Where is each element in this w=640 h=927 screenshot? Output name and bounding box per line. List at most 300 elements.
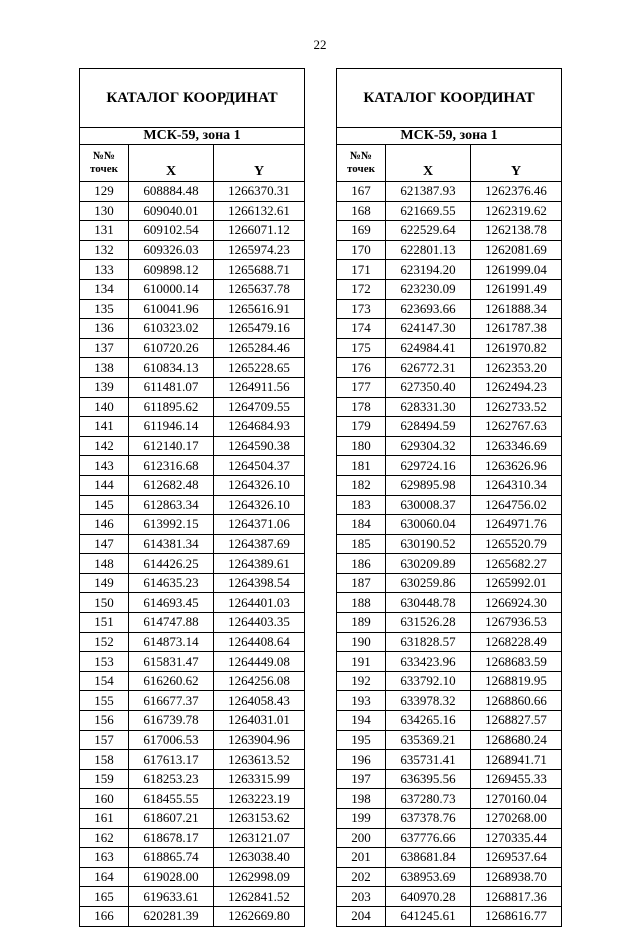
table-row	[80, 887, 305, 907]
table-row	[337, 867, 562, 887]
table-row	[337, 750, 562, 770]
catalog-zone: МСК-59, зона 1	[337, 128, 562, 145]
y-coordinate-cell: 1264590.38	[214, 436, 305, 456]
point-number-cell: 148	[80, 554, 129, 574]
table-row	[80, 397, 305, 417]
table-row	[337, 887, 562, 907]
x-coordinate-cell: 621387.93	[386, 182, 471, 202]
x-coordinate-cell: 609102.54	[129, 221, 214, 241]
table-row	[80, 299, 305, 319]
table-row	[80, 828, 305, 848]
x-coordinate-cell: 622801.13	[386, 240, 471, 260]
x-coordinate-cell: 612316.68	[129, 456, 214, 476]
y-coordinate-cell: 1265637.78	[214, 279, 305, 299]
coordinate-catalog-table-right	[336, 68, 562, 927]
y-coordinate-cell: 1268860.66	[471, 691, 562, 711]
table-row	[337, 358, 562, 378]
table-row	[80, 338, 305, 358]
catalog-zone: МСК-59, зона 1	[80, 128, 305, 145]
x-coordinate-cell: 618678.17	[129, 828, 214, 848]
table-row	[80, 358, 305, 378]
y-coordinate-cell: 1264058.43	[214, 691, 305, 711]
x-coordinate-cell: 637280.73	[386, 789, 471, 809]
y-coordinate-cell: 1264256.08	[214, 671, 305, 691]
y-coordinate-cell: 1264709.55	[214, 397, 305, 417]
point-number-cell: 153	[80, 652, 129, 672]
y-coordinate-cell: 1268827.57	[471, 711, 562, 731]
table-row	[80, 417, 305, 437]
y-coordinate-cell: 1264031.01	[214, 711, 305, 731]
y-coordinate-cell: 1264504.37	[214, 456, 305, 476]
table-row	[337, 730, 562, 750]
table-row	[337, 632, 562, 652]
y-coordinate-cell: 1262494.23	[471, 377, 562, 397]
point-number-cell: 156	[80, 711, 129, 731]
point-number-cell: 175	[337, 338, 386, 358]
x-coordinate-cell: 619633.61	[129, 887, 214, 907]
y-coordinate-cell: 1264398.54	[214, 573, 305, 593]
x-coordinate-cell: 618607.21	[129, 809, 214, 829]
y-coordinate-cell: 1261999.04	[471, 260, 562, 280]
y-coordinate-cell: 1270268.00	[471, 809, 562, 829]
point-number-cell: 182	[337, 475, 386, 495]
table-row	[80, 730, 305, 750]
point-number-cell: 172	[337, 279, 386, 299]
x-coordinate-cell: 618865.74	[129, 848, 214, 868]
x-coordinate-cell: 636395.56	[386, 769, 471, 789]
point-number-cell: 141	[80, 417, 129, 437]
y-coordinate-cell: 1264403.35	[214, 613, 305, 633]
x-coordinate-cell: 614426.25	[129, 554, 214, 574]
table-row	[80, 436, 305, 456]
y-coordinate-cell: 1262319.62	[471, 201, 562, 221]
point-number-cell: 171	[337, 260, 386, 280]
y-coordinate-cell: 1261970.82	[471, 338, 562, 358]
point-number-cell: 134	[80, 279, 129, 299]
point-number-cell: 200	[337, 828, 386, 848]
y-coordinate-cell: 1261991.49	[471, 279, 562, 299]
table-row	[80, 201, 305, 221]
table-row	[337, 554, 562, 574]
table-row	[80, 613, 305, 633]
x-coordinate-cell: 619028.00	[129, 867, 214, 887]
y-coordinate-cell: 1264971.76	[471, 515, 562, 535]
coordinate-catalog-table-left	[79, 68, 305, 927]
y-coordinate-cell: 1262767.63	[471, 417, 562, 437]
point-number-cell: 157	[80, 730, 129, 750]
table-row	[80, 652, 305, 672]
table-row	[337, 652, 562, 672]
x-coordinate-cell: 635369.21	[386, 730, 471, 750]
y-coordinate-cell: 1268819.95	[471, 671, 562, 691]
x-coordinate-cell: 614381.34	[129, 534, 214, 554]
point-number-cell: 168	[337, 201, 386, 221]
x-coordinate-cell: 633423.96	[386, 652, 471, 672]
catalog-title: КАТАЛОГ КООРДИНАТ	[337, 69, 562, 128]
point-number-cell: 176	[337, 358, 386, 378]
y-coordinate-cell: 1263315.99	[214, 769, 305, 789]
x-coordinate-cell: 623194.20	[386, 260, 471, 280]
table-row	[80, 475, 305, 495]
y-coordinate-cell: 1265682.27	[471, 554, 562, 574]
point-number-cell: 162	[80, 828, 129, 848]
point-number-cell: 194	[337, 711, 386, 731]
x-coordinate-cell: 617006.53	[129, 730, 214, 750]
point-number-cell: 154	[80, 671, 129, 691]
point-number-cell: 169	[337, 221, 386, 241]
point-number-cell: 174	[337, 319, 386, 339]
point-number-cell: 191	[337, 652, 386, 672]
table-row	[337, 201, 562, 221]
point-number-cell: 187	[337, 573, 386, 593]
point-number-cell: 135	[80, 299, 129, 319]
table-row	[80, 319, 305, 339]
y-coordinate-cell: 1264389.61	[214, 554, 305, 574]
y-coordinate-cell: 1270160.04	[471, 789, 562, 809]
x-coordinate-cell: 624147.30	[386, 319, 471, 339]
x-coordinate-cell: 612140.17	[129, 436, 214, 456]
y-coordinate-cell: 1261888.34	[471, 299, 562, 319]
x-coordinate-cell: 641245.61	[386, 906, 471, 926]
table-row	[80, 279, 305, 299]
table-row	[337, 534, 562, 554]
point-number-cell: 192	[337, 671, 386, 691]
y-coordinate-cell: 1263223.19	[214, 789, 305, 809]
table-row	[80, 221, 305, 241]
x-coordinate-cell: 630060.04	[386, 515, 471, 535]
point-number-cell: 161	[80, 809, 129, 829]
point-number-cell: 184	[337, 515, 386, 535]
x-coordinate-cell: 630190.52	[386, 534, 471, 554]
table-row	[337, 279, 562, 299]
point-number-cell: 150	[80, 593, 129, 613]
table-row	[80, 867, 305, 887]
point-number-cell: 158	[80, 750, 129, 770]
table-row	[80, 769, 305, 789]
x-coordinate-cell: 610834.13	[129, 358, 214, 378]
y-coordinate-cell: 1263346.69	[471, 436, 562, 456]
x-coordinate-cell: 608884.48	[129, 182, 214, 202]
table-row	[80, 906, 305, 926]
point-number-cell: 149	[80, 573, 129, 593]
y-coordinate-cell: 1264371.06	[214, 515, 305, 535]
y-coordinate-cell: 1263626.96	[471, 456, 562, 476]
y-coordinate-cell: 1268228.49	[471, 632, 562, 652]
table-row	[337, 848, 562, 868]
point-number-cell: 188	[337, 593, 386, 613]
point-number-cell: 146	[80, 515, 129, 535]
point-number-cell: 197	[337, 769, 386, 789]
column-header-point-number: №№ точек	[80, 145, 129, 182]
x-coordinate-cell: 621669.55	[386, 201, 471, 221]
table-row	[337, 711, 562, 731]
point-number-cell: 167	[337, 182, 386, 202]
x-coordinate-cell: 614693.45	[129, 593, 214, 613]
x-coordinate-cell: 611481.07	[129, 377, 214, 397]
x-coordinate-cell: 610323.02	[129, 319, 214, 339]
point-number-cell: 173	[337, 299, 386, 319]
y-coordinate-cell: 1269455.33	[471, 769, 562, 789]
y-coordinate-cell: 1266132.61	[214, 201, 305, 221]
point-number-cell: 185	[337, 534, 386, 554]
y-coordinate-cell: 1265992.01	[471, 573, 562, 593]
point-number-cell: 196	[337, 750, 386, 770]
table-row	[80, 691, 305, 711]
table-row	[80, 456, 305, 476]
x-coordinate-cell: 638953.69	[386, 867, 471, 887]
table-row	[337, 221, 562, 241]
point-number-cell: 138	[80, 358, 129, 378]
table-row	[337, 182, 562, 202]
x-coordinate-cell: 638681.84	[386, 848, 471, 868]
table-row	[337, 475, 562, 495]
point-number-cell: 193	[337, 691, 386, 711]
y-coordinate-cell: 1263153.62	[214, 809, 305, 829]
table-row	[80, 711, 305, 731]
y-coordinate-cell: 1262353.20	[471, 358, 562, 378]
y-coordinate-cell: 1265520.79	[471, 534, 562, 554]
point-number-cell: 177	[337, 377, 386, 397]
point-number-cell: 166	[80, 906, 129, 926]
y-coordinate-cell: 1265284.46	[214, 338, 305, 358]
x-coordinate-cell: 631828.57	[386, 632, 471, 652]
table-row	[80, 809, 305, 829]
x-coordinate-cell: 626772.31	[386, 358, 471, 378]
point-number-cell: 151	[80, 613, 129, 633]
y-coordinate-cell: 1264326.10	[214, 495, 305, 515]
table-row	[80, 789, 305, 809]
x-coordinate-cell: 635731.41	[386, 750, 471, 770]
x-coordinate-cell: 624984.41	[386, 338, 471, 358]
table-row	[337, 338, 562, 358]
y-coordinate-cell: 1262376.46	[471, 182, 562, 202]
y-coordinate-cell: 1262138.78	[471, 221, 562, 241]
point-number-cell: 132	[80, 240, 129, 260]
point-number-cell: 198	[337, 789, 386, 809]
y-coordinate-cell: 1264408.64	[214, 632, 305, 652]
x-coordinate-cell: 637776.66	[386, 828, 471, 848]
point-number-cell: 183	[337, 495, 386, 515]
table-row	[80, 534, 305, 554]
table-row	[80, 632, 305, 652]
x-coordinate-cell: 612682.48	[129, 475, 214, 495]
y-coordinate-cell: 1262998.09	[214, 867, 305, 887]
table-row	[337, 260, 562, 280]
x-coordinate-cell: 611946.14	[129, 417, 214, 437]
point-number-cell: 165	[80, 887, 129, 907]
table-row	[80, 260, 305, 280]
point-number-cell: 170	[337, 240, 386, 260]
column-header-y: Y	[471, 145, 562, 182]
table-row	[337, 593, 562, 613]
x-coordinate-cell: 622529.64	[386, 221, 471, 241]
point-number-cell: 133	[80, 260, 129, 280]
x-coordinate-cell: 623693.66	[386, 299, 471, 319]
point-number-cell: 199	[337, 809, 386, 829]
point-number-cell: 160	[80, 789, 129, 809]
y-coordinate-cell: 1263038.40	[214, 848, 305, 868]
point-number-cell: 178	[337, 397, 386, 417]
y-coordinate-cell: 1263904.96	[214, 730, 305, 750]
point-number-cell: 190	[337, 632, 386, 652]
page-number: 22	[313, 37, 327, 52]
point-number-cell: 140	[80, 397, 129, 417]
table-row	[80, 573, 305, 593]
y-coordinate-cell: 1264387.69	[214, 534, 305, 554]
x-coordinate-cell: 630008.37	[386, 495, 471, 515]
table-row	[337, 299, 562, 319]
x-coordinate-cell: 620281.39	[129, 906, 214, 926]
point-number-cell: 195	[337, 730, 386, 750]
point-number-cell: 201	[337, 848, 386, 868]
x-coordinate-cell: 610720.26	[129, 338, 214, 358]
table-row	[337, 417, 562, 437]
x-coordinate-cell: 617613.17	[129, 750, 214, 770]
x-coordinate-cell: 627350.40	[386, 377, 471, 397]
y-coordinate-cell: 1264756.02	[471, 495, 562, 515]
x-coordinate-cell: 634265.16	[386, 711, 471, 731]
x-coordinate-cell: 630209.89	[386, 554, 471, 574]
x-coordinate-cell: 623230.09	[386, 279, 471, 299]
y-coordinate-cell: 1261787.38	[471, 319, 562, 339]
table-row	[337, 809, 562, 829]
y-coordinate-cell: 1266071.12	[214, 221, 305, 241]
y-coordinate-cell: 1265228.65	[214, 358, 305, 378]
y-coordinate-cell: 1264401.03	[214, 593, 305, 613]
y-coordinate-cell: 1262841.52	[214, 887, 305, 907]
x-coordinate-cell: 637378.76	[386, 809, 471, 829]
y-coordinate-cell: 1265616.91	[214, 299, 305, 319]
point-number-cell: 155	[80, 691, 129, 711]
x-coordinate-cell: 629895.98	[386, 475, 471, 495]
x-coordinate-cell: 633792.10	[386, 671, 471, 691]
point-number-cell: 189	[337, 613, 386, 633]
y-coordinate-cell: 1262081.69	[471, 240, 562, 260]
table-row	[80, 593, 305, 613]
x-coordinate-cell: 614747.88	[129, 613, 214, 633]
x-coordinate-cell: 609040.01	[129, 201, 214, 221]
table-row	[337, 436, 562, 456]
x-coordinate-cell: 630448.78	[386, 593, 471, 613]
x-coordinate-cell: 631526.28	[386, 613, 471, 633]
y-coordinate-cell: 1267936.53	[471, 613, 562, 633]
point-number-cell: 181	[337, 456, 386, 476]
y-coordinate-cell: 1265974.23	[214, 240, 305, 260]
y-coordinate-cell: 1270335.44	[471, 828, 562, 848]
y-coordinate-cell: 1266924.30	[471, 593, 562, 613]
table-row	[337, 671, 562, 691]
column-header-x: X	[129, 145, 214, 182]
table-row	[80, 515, 305, 535]
y-coordinate-cell: 1268817.36	[471, 887, 562, 907]
column-header-x: X	[386, 145, 471, 182]
y-coordinate-cell: 1268941.71	[471, 750, 562, 770]
point-number-cell: 130	[80, 201, 129, 221]
table-row	[337, 377, 562, 397]
x-coordinate-cell: 618455.55	[129, 789, 214, 809]
x-coordinate-cell: 640970.28	[386, 887, 471, 907]
point-number-cell: 163	[80, 848, 129, 868]
table-row	[337, 456, 562, 476]
y-coordinate-cell: 1265688.71	[214, 260, 305, 280]
x-coordinate-cell: 628494.59	[386, 417, 471, 437]
table-row	[337, 613, 562, 633]
x-coordinate-cell: 614635.23	[129, 573, 214, 593]
table-row	[337, 495, 562, 515]
point-number-cell: 142	[80, 436, 129, 456]
point-number-cell: 179	[337, 417, 386, 437]
y-coordinate-cell: 1263613.52	[214, 750, 305, 770]
table-row	[337, 573, 562, 593]
x-coordinate-cell: 612863.34	[129, 495, 214, 515]
table-row	[337, 515, 562, 535]
catalog-title: КАТАЛОГ КООРДИНАТ	[80, 69, 305, 128]
point-number-cell: 186	[337, 554, 386, 574]
y-coordinate-cell: 1264326.10	[214, 475, 305, 495]
y-coordinate-cell: 1263121.07	[214, 828, 305, 848]
table-row	[337, 789, 562, 809]
y-coordinate-cell: 1265479.16	[214, 319, 305, 339]
point-number-cell: 136	[80, 319, 129, 339]
table-row	[337, 319, 562, 339]
x-coordinate-cell: 629304.32	[386, 436, 471, 456]
x-coordinate-cell: 610041.96	[129, 299, 214, 319]
y-coordinate-cell: 1264911.56	[214, 377, 305, 397]
table-row	[80, 848, 305, 868]
point-number-cell: 202	[337, 867, 386, 887]
table-row	[337, 691, 562, 711]
table-row	[80, 554, 305, 574]
y-coordinate-cell: 1269537.64	[471, 848, 562, 868]
table-row	[337, 397, 562, 417]
x-coordinate-cell: 628331.30	[386, 397, 471, 417]
column-header-y: Y	[214, 145, 305, 182]
point-number-cell: 139	[80, 377, 129, 397]
x-coordinate-cell: 609326.03	[129, 240, 214, 260]
point-number-cell: 164	[80, 867, 129, 887]
table-row	[337, 240, 562, 260]
x-coordinate-cell: 610000.14	[129, 279, 214, 299]
y-coordinate-cell: 1264310.34	[471, 475, 562, 495]
y-coordinate-cell: 1268938.70	[471, 867, 562, 887]
table-row	[80, 182, 305, 202]
point-number-cell: 203	[337, 887, 386, 907]
table-row	[80, 750, 305, 770]
y-coordinate-cell: 1262733.52	[471, 397, 562, 417]
point-number-cell: 129	[80, 182, 129, 202]
table-row	[80, 495, 305, 515]
point-number-cell: 144	[80, 475, 129, 495]
y-coordinate-cell: 1268683.59	[471, 652, 562, 672]
x-coordinate-cell: 618253.23	[129, 769, 214, 789]
column-header-point-number: №№ точек	[337, 145, 386, 182]
y-coordinate-cell: 1262669.80	[214, 906, 305, 926]
table-row	[337, 828, 562, 848]
x-coordinate-cell: 614873.14	[129, 632, 214, 652]
x-coordinate-cell: 629724.16	[386, 456, 471, 476]
y-coordinate-cell: 1268680.24	[471, 730, 562, 750]
x-coordinate-cell: 611895.62	[129, 397, 214, 417]
y-coordinate-cell: 1266370.31	[214, 182, 305, 202]
table-row	[337, 769, 562, 789]
point-number-cell: 137	[80, 338, 129, 358]
point-number-cell: 145	[80, 495, 129, 515]
x-coordinate-cell: 633978.32	[386, 691, 471, 711]
point-number-cell: 147	[80, 534, 129, 554]
point-number-cell: 180	[337, 436, 386, 456]
point-number-cell: 131	[80, 221, 129, 241]
point-number-cell: 204	[337, 906, 386, 926]
